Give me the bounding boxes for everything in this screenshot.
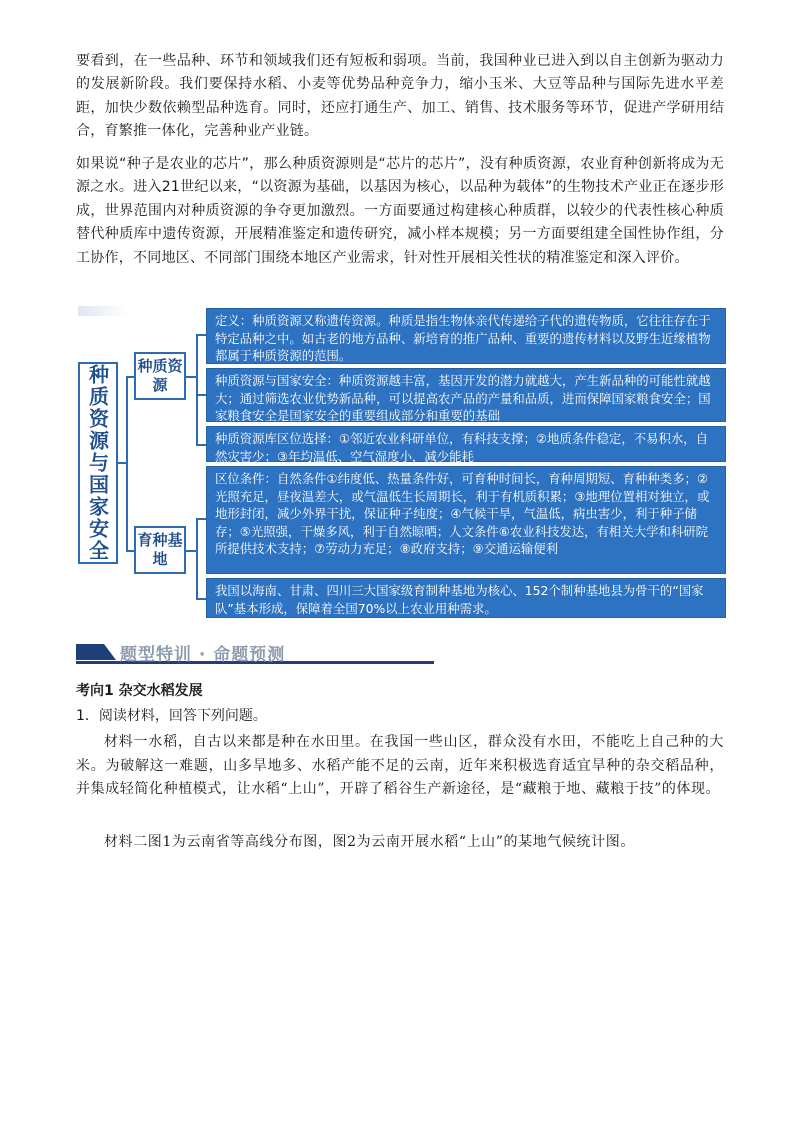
connector-line [118,462,126,464]
diagram-fade-decoration [78,306,128,316]
branch-node-breeding-base: 育种基地 [134,526,186,574]
connector-line [196,518,198,600]
connector-line [186,550,196,552]
mind-map-diagram [78,306,728,620]
gene-bank-location-box: 种质资源库区位选择：①邻近农业科研单位，有科技支撑；②地质条件稳定，不易积水，自然灾害少；③年均温低、空气湿度小，减少能耗 [206,426,726,462]
intro-paragraph-2: 如果说“种子是农业的芯片”，那么种质资源则是“芯片的芯片”，没有种质资源，农业育种创新将成为无源之水。进入21世纪以来，“以资源为基础，以基因为核心，以品种为载体”的生物技术产业正在逐步形成，世界范围内对种质资源的争夺更加激烈。一方面要通过构建核心种质群，以较少的代表性核心种质替代种质库中遗传资源，开展精准鉴定和遗传研究，减小样本规模；另一方面要组建全国性协作组，分工协作，不同地区、不同部门围绕本地区产业需求，针对性开展相关性状的精准鉴定和深入评价。 [76,156,724,266]
connector-line [196,518,206,520]
connector-line [196,444,206,446]
connector-line [196,334,206,336]
section-header-band [76,640,434,664]
connector-line [196,334,198,446]
connector-line [126,376,134,378]
diagram-root-node [78,362,118,564]
section-band-title: 题型特训 · 命题预测 [120,645,286,665]
band-accent-shape [76,644,116,660]
connector-line [186,376,196,378]
connector-line [196,394,206,396]
connector-line [196,598,206,600]
national-security-box: 种质资源与国家安全：种质资源越丰富，基因开发的潜力就越大，产生新品种的可能性就越大；通过筛选农业优势新品种，可以提高农产品的产量和品质，进而保障国家粮食安全；国家粮食安全是国家安全的重要组成部分和重要的基础 [206,368,726,422]
connector-line [126,376,128,551]
intro-paragraph-1: 要看到，在一些品种、环节和领域我们还有短板和弱项。当前，我国种业已进入到以自主创新为驱动力的发展新阶段。我们要保持水稻、小麦等优势品种竞争力，缩小玉米、大豆等品种与国际先进水平差距，加快少数依赖型品种选育。同时，还应打通生产、加工、销售、技术服务等环节，促进产学研用结合，育繁推一体化，完善种业产业链。 [76,53,724,140]
diagram-root-label: 种质资源与国家安全 [85,364,110,562]
branch-node-germplasm: 种质资源 [134,352,186,400]
national-team-box: 我国以海南、甘肃、四川三大国家级育制种基地为核心、152个制种基地县为骨干的“国家队”基本形成，保障着全国70%以上农业用种需求。 [206,578,726,618]
location-conditions-box: 区位条件：自然条件①纬度低、热量条件好，可育种时间长，育种周期短、育种种类多；②光照充足，昼夜温差大，或气温低生长周期长，利于有机质积累；③地理位置相对独立，或地形封闭，减少外界干扰，保证种子纯度；④气候干旱，气温低，病虫害少，利于种子储存；⑤光照强，干燥多风，利于自然晾晒；人文条件⑥农业科技发达，有相关大学和科研院所提供技术支持；⑦劳动力充足；⑧政府支持；⑨交通运输便利 [206,466,726,574]
material-one: 材料一水稻，自古以来都是种在水田里。在我国一些山区，群众没有水田，不能吃上自己种的大米。为破解这一难题，山多旱地多、水稻产能不足的云南，近年来积极选育适宜旱种的杂交稻品种，并集成轻简化种植模式，让水稻“上山”，开辟了稻谷生产新途径，是“藏粮于地、藏粮于技”的体现。 [76,734,724,798]
question-prompt: 1．阅读材料，回答下列问题。 [76,708,267,724]
topic-heading: 考向1 杂交水稻发展 [76,683,203,699]
material-two: 材料二图1为云南省等高线分布图，图2为云南开展水稻“上山”的某地气候统计图。 [104,834,635,850]
connector-line [126,550,134,552]
definition-box: 定义：种质资源又称遗传资源。种质是指生物体亲代传递给子代的遗传物质，它往往存在于特定品种之中。如古老的地方品种、新培育的推广品种、重要的遗传材料以及野生近缘植物都属于种质资源的范围。 [206,308,726,364]
